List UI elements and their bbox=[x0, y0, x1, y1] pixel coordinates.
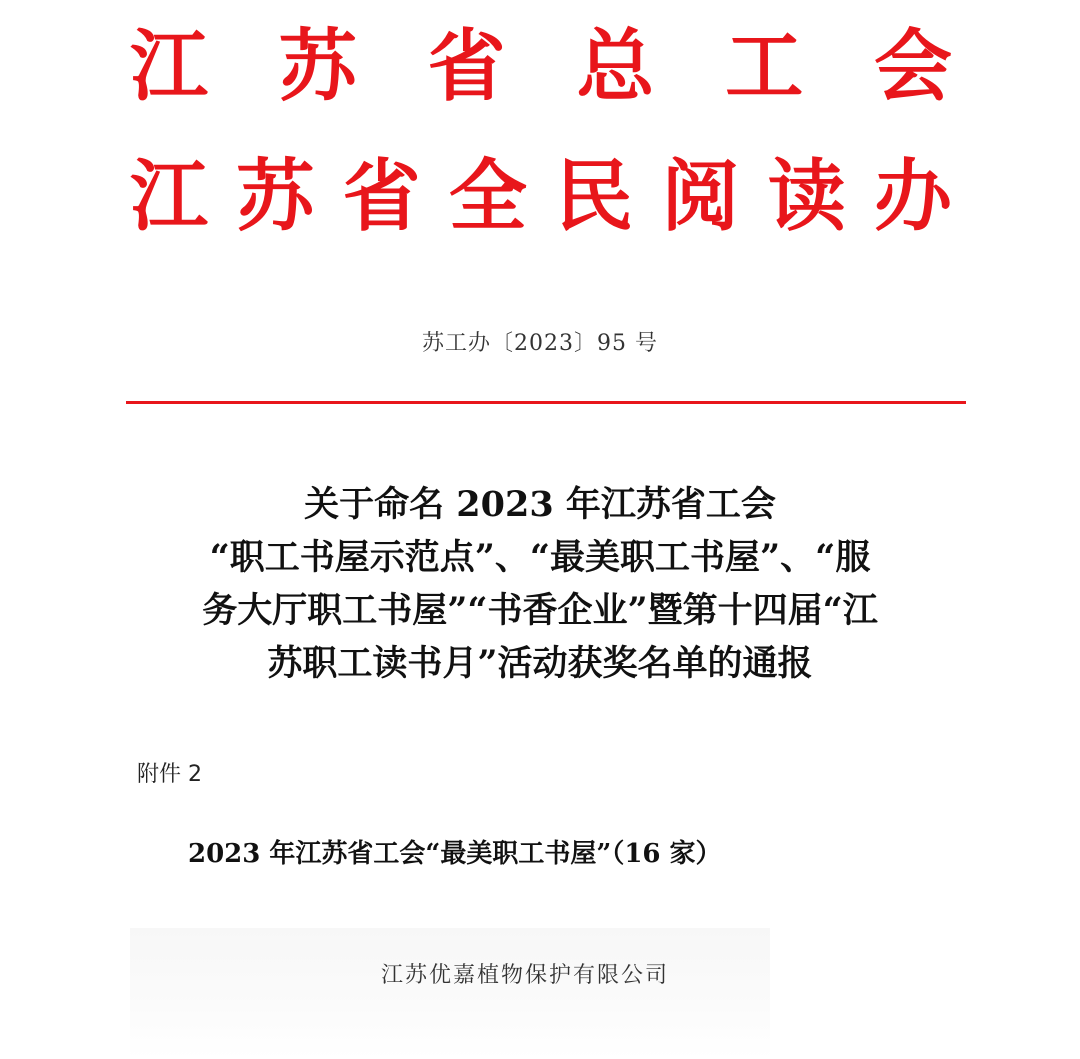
issuer-char: 全 bbox=[448, 151, 527, 242]
issuer-char: 总 bbox=[576, 21, 655, 112]
issuer-name-union bbox=[130, 22, 952, 112]
document-title bbox=[125, 478, 955, 690]
issuer-char: 江 bbox=[130, 21, 209, 112]
issuer-char: 民 bbox=[555, 151, 634, 242]
issuer-char: 读 bbox=[767, 151, 846, 242]
list-item: 江苏优嘉植物保护有限公司 bbox=[380, 963, 669, 988]
title-line: 关于命名 2023 年江苏省工会 bbox=[304, 484, 776, 525]
title-line: 务大厅职工书屋”“书香企业”暨第十四届“江 bbox=[202, 590, 878, 631]
title-line: “职工书屋示范点”、“最美职工书屋”、“服 bbox=[209, 537, 871, 578]
issuer-char: 苏 bbox=[236, 151, 315, 242]
title-line: 苏职工读书月”活动获奖名单的通报 bbox=[267, 643, 813, 684]
attachment-label: 附件 2 bbox=[137, 762, 202, 787]
document-number: 苏工办〔2023〕95 号 bbox=[422, 331, 658, 356]
issuer-char: 会 bbox=[873, 21, 952, 112]
red-divider bbox=[126, 401, 966, 404]
issuer-char: 省 bbox=[342, 151, 421, 242]
issuer-char: 阅 bbox=[661, 151, 740, 242]
list-title: 2023 年江苏省工会“最美职工书屋”（16 家） bbox=[188, 839, 722, 869]
issuer-name-reading-office bbox=[130, 152, 952, 242]
list-area bbox=[130, 928, 770, 1059]
issuer-char: 苏 bbox=[278, 21, 357, 112]
issuer-char: 办 bbox=[873, 151, 952, 242]
issuer-char: 工 bbox=[725, 21, 804, 112]
issuer-char: 省 bbox=[427, 21, 506, 112]
issuer-char: 江 bbox=[130, 151, 209, 242]
